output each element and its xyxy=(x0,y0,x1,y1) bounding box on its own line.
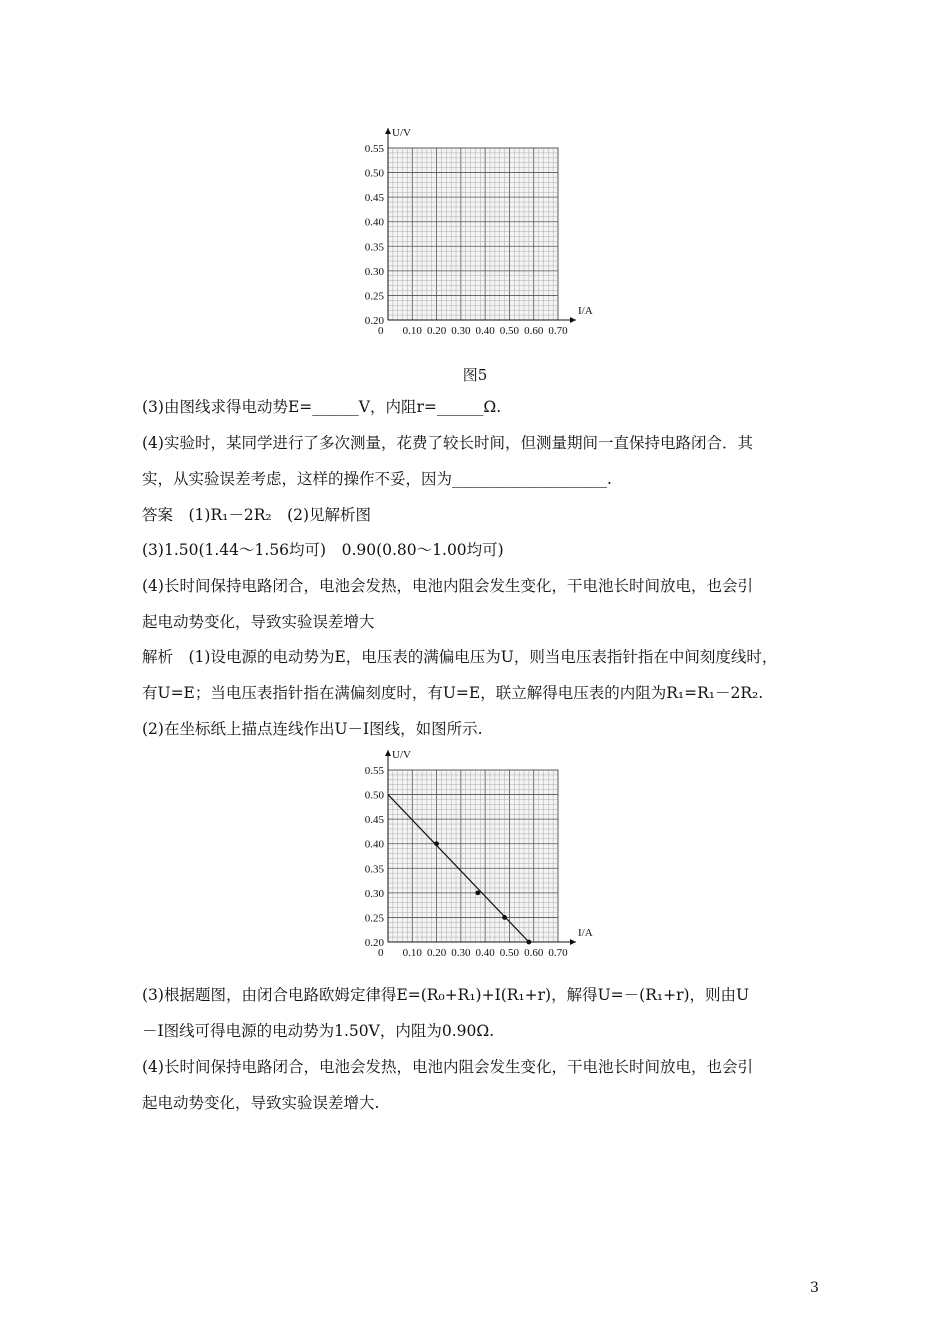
x-tick-label: 0.40 xyxy=(475,947,495,959)
y-tick-label: 0.30 xyxy=(364,265,384,278)
y-tick-label: 0.40 xyxy=(364,216,384,229)
y-tick-label: 0.35 xyxy=(364,863,384,876)
question-4-line1: (4)实验时，某同学进行了多次测量，花费了较长时间，但测量期间一直保持电路闭合．其 xyxy=(142,434,753,452)
y-tick-label: 0.25 xyxy=(364,290,384,303)
y-tick-label: 0.25 xyxy=(364,912,384,925)
answer-line1: 答案 (1)R₁－2R₂ (2)见解析图 xyxy=(142,506,372,524)
data-point xyxy=(475,890,480,895)
y-axis-label: U/V xyxy=(392,127,411,139)
figure-caption: 图5 xyxy=(462,366,488,384)
y-tick-label: 0.20 xyxy=(364,937,384,949)
x-axis-arrow xyxy=(570,939,576,945)
y-tick-label: 0.50 xyxy=(364,789,384,802)
x-tick-label: 0.50 xyxy=(499,325,520,337)
analysis-line4: (3)根据题图，由闭合电路欧姆定律得E=(R₀+R₁)+I(R₁+r)，解得U=－(R₁+r)，则由U xyxy=(142,986,750,1004)
x-tick-label: 0.30 xyxy=(451,325,471,337)
grid-frame xyxy=(388,770,558,942)
x-axis-label: I/A xyxy=(578,305,593,317)
question-3: (3)由图线求得电动势E=______V，内阻r=______Ω. xyxy=(142,398,502,416)
y-axis-arrow xyxy=(385,128,391,134)
x-tick-label: 0.20 xyxy=(426,947,447,959)
y-tick-label: 0.50 xyxy=(364,167,384,180)
x-tick-label: 0.20 xyxy=(426,325,447,337)
x-tick-label: 0.10 xyxy=(402,947,422,959)
x-tick-label: 0.60 xyxy=(524,325,544,337)
x-axis-arrow xyxy=(570,317,576,323)
x-tick-label: 0.70 xyxy=(548,325,568,337)
x-axis-label: I/A xyxy=(578,927,593,939)
y-tick-label: 0.40 xyxy=(364,838,384,851)
origin-label: 0 xyxy=(378,947,384,959)
x-tick-label: 0.30 xyxy=(451,947,471,959)
grid-2 xyxy=(365,749,593,959)
analysis-line7: 起电动势变化，导致实验误差增大. xyxy=(142,1094,380,1112)
page-number: 3 xyxy=(810,1280,819,1296)
analysis-line1: 解析 (1)设电源的电动势为E，电压表的满偏电压为U，则当电压表指针指在中间刻度线时， xyxy=(142,648,778,666)
analysis-line5: －I图线可得电源的电动势为1.50V，内阻为0.90Ω. xyxy=(142,1022,495,1040)
answer-line4: 起电动势变化，导致实验误差增大 xyxy=(142,613,375,631)
answer-line2: (3)1.50(1.44～1.56均可) 0.90(0.80～1.00均可) xyxy=(142,541,504,559)
figure-5-grid xyxy=(340,118,610,338)
x-tick-label: 0.40 xyxy=(475,325,495,337)
data-point xyxy=(434,841,439,846)
data-point xyxy=(526,940,531,945)
question-4-line2: 实，从实验误差考虑，这样的操作不妥，因为____________________. xyxy=(142,470,612,488)
y-tick-label: 0.45 xyxy=(364,192,384,205)
analysis-line3: (2)在坐标纸上描点连线作出U－I图线，如图所示. xyxy=(142,720,483,738)
y-axis-arrow xyxy=(385,750,391,756)
data-point xyxy=(502,915,507,920)
y-tick-label: 0.45 xyxy=(364,814,384,827)
y-tick-label: 0.55 xyxy=(364,765,384,777)
analysis-line2: 有U=E；当电压表指针指在满偏刻度时，有U=E，联立解得电压表的内阻为R₁=R₁－2R₂. xyxy=(142,684,764,702)
y-tick-label: 0.20 xyxy=(364,315,384,327)
answer-graph xyxy=(340,740,610,960)
y-tick-label: 0.35 xyxy=(364,241,384,254)
grid-frame xyxy=(388,148,558,320)
x-tick-label: 0.10 xyxy=(402,325,422,337)
y-axis-label: U/V xyxy=(392,749,411,761)
grid-1 xyxy=(365,127,593,337)
x-tick-label: 0.50 xyxy=(499,947,520,959)
answer-line3: (4)长时间保持电路闭合，电池会发热，电池内阻会发生变化，干电池长时间放电，也会引 xyxy=(142,577,753,595)
analysis-line6: (4)长时间保持电路闭合，电池会发热，电池内阻会发生变化，干电池长时间放电，也会引 xyxy=(142,1058,753,1076)
x-tick-label: 0.60 xyxy=(524,947,544,959)
y-tick-label: 0.30 xyxy=(364,887,384,900)
x-tick-label: 0.70 xyxy=(548,947,568,959)
origin-label: 0 xyxy=(378,325,384,337)
y-tick-label: 0.55 xyxy=(364,143,384,155)
